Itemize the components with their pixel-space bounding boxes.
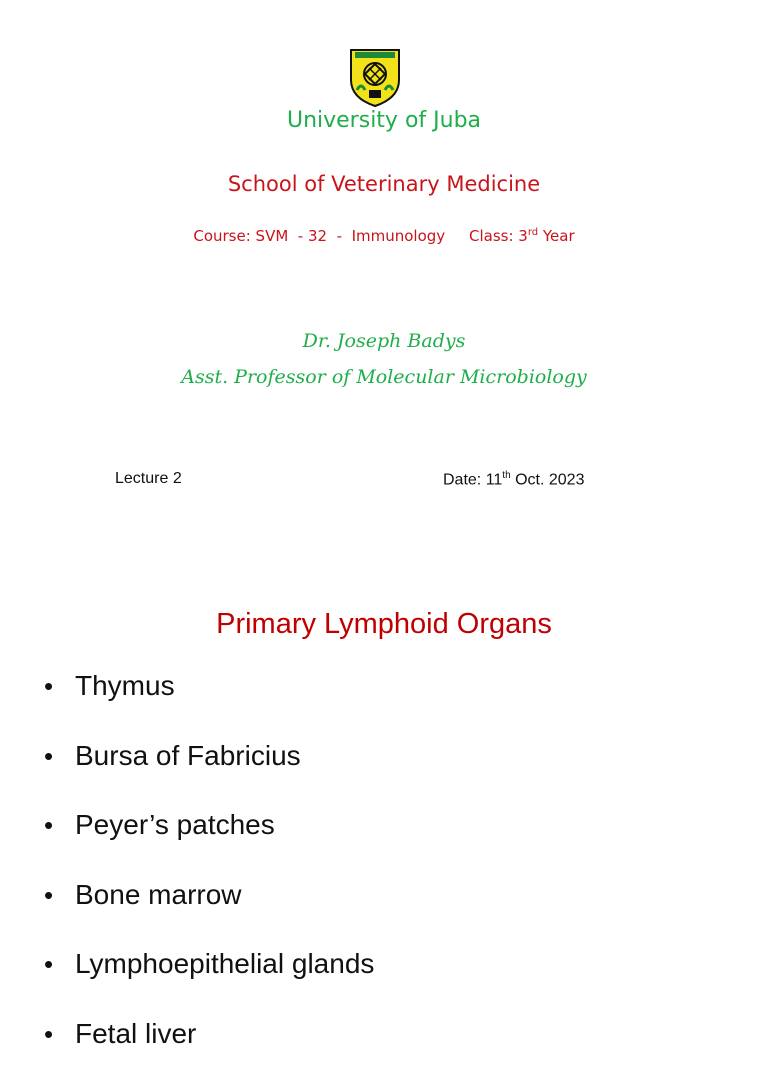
bullet: • xyxy=(44,1012,53,1056)
list-item-label: Thymus xyxy=(75,670,175,701)
lecturer-title: Asst. Professor of Molecular Microbiology xyxy=(0,366,768,388)
list-item xyxy=(40,734,374,804)
list-item-label: Bursa of Fabricius xyxy=(75,740,301,771)
date-superscript: th xyxy=(502,470,510,481)
list-item-label: Bone marrow xyxy=(75,879,242,910)
course-text: Course: SVM - 32 - Immunology Class: 3 xyxy=(193,227,527,245)
bullet: • xyxy=(44,664,53,708)
course-class-suffix: Year xyxy=(538,227,575,245)
list-item xyxy=(40,803,374,873)
list-item-label: Peyer’s patches xyxy=(75,809,275,840)
lecture-date xyxy=(443,470,584,489)
list-item-label: Lymphoepithelial glands xyxy=(75,948,374,979)
bullet: • xyxy=(44,734,53,778)
organ-list xyxy=(40,664,374,1081)
list-item xyxy=(40,664,374,734)
school-name: School of Veterinary Medicine xyxy=(0,172,768,196)
date-suffix: Oct. 2023 xyxy=(511,471,585,488)
lecturer-name: Dr. Joseph Badys xyxy=(0,330,768,352)
bullet: • xyxy=(44,873,53,917)
bullet: • xyxy=(44,942,53,986)
course-info xyxy=(0,227,768,245)
list-item xyxy=(40,873,374,943)
list-item-label: Fetal liver xyxy=(75,1018,196,1049)
list-item xyxy=(40,942,374,1012)
date-prefix: Date: 11 xyxy=(443,471,502,488)
list-item xyxy=(40,1012,374,1081)
lecture-number: Lecture 2 xyxy=(115,470,182,488)
university-name: University of Juba xyxy=(0,108,768,133)
course-class-superscript: rd xyxy=(528,227,538,238)
university-seal-icon xyxy=(347,46,403,108)
section-heading: Primary Lymphoid Organs xyxy=(0,608,768,641)
bullet: • xyxy=(44,803,53,847)
